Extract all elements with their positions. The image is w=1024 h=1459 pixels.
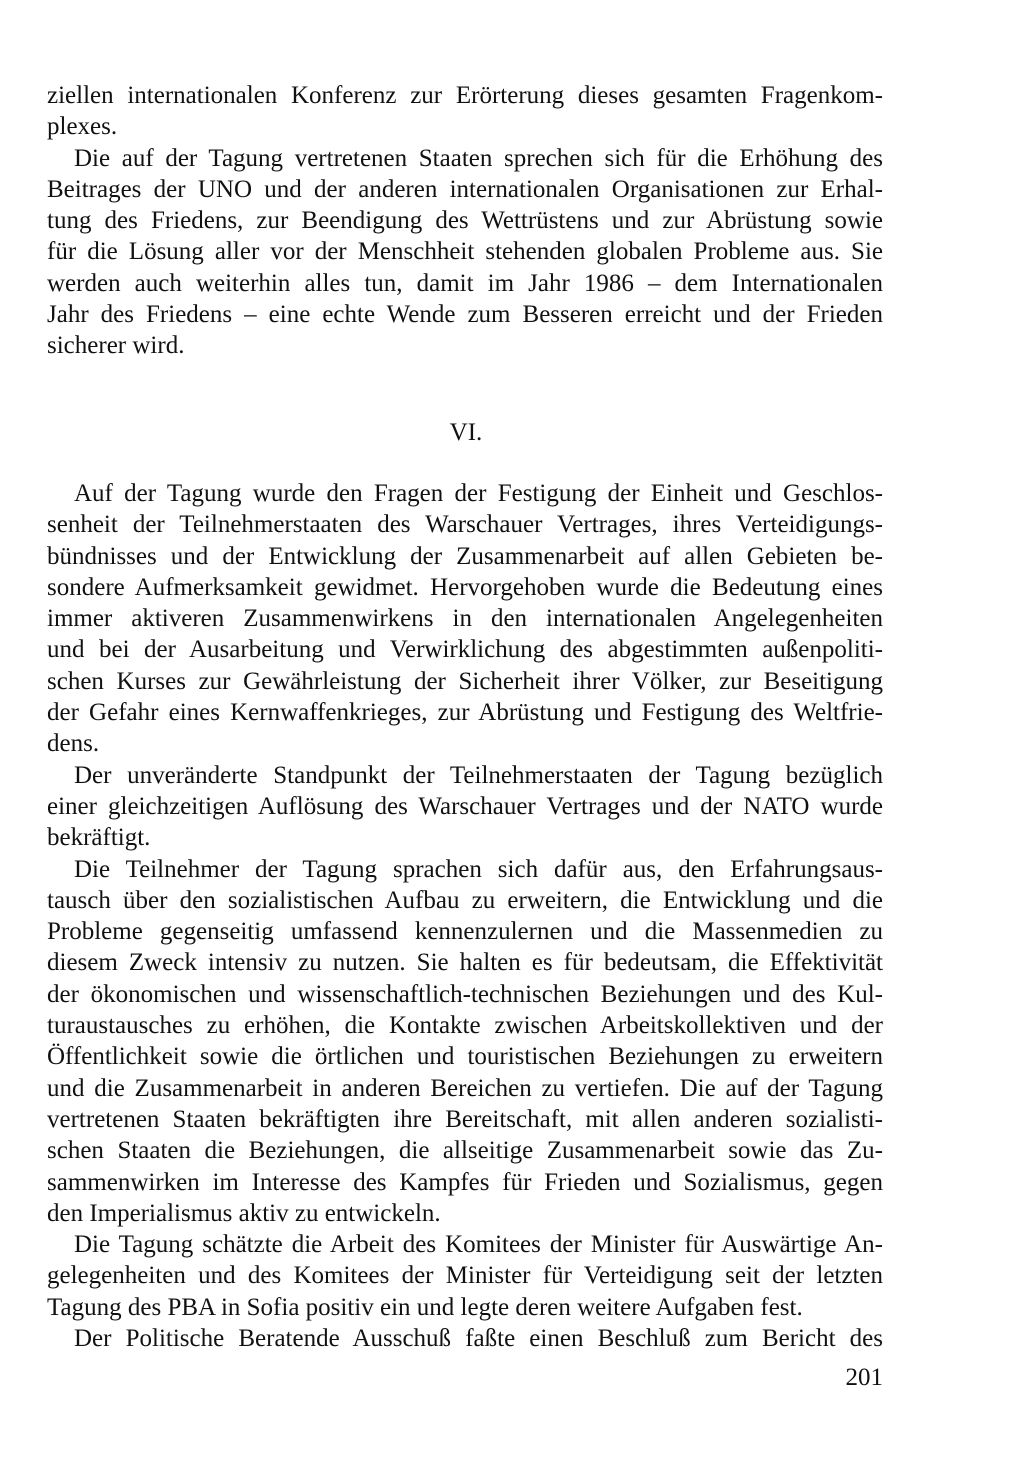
text-line: gelegenheiten und des Komitees der Minister für Verteidigung seit der letzten bbox=[47, 1262, 883, 1290]
text-line: sondere Aufmerksamkeit gewidmet. Hervorgehoben wurde die Bedeutung eines bbox=[47, 573, 883, 601]
text-block-top bbox=[47, 80, 883, 362]
text-line: schen Kurses zur Gewährleistung der Sicherheit ihrer Völker, zur Beseitigung bbox=[47, 667, 883, 695]
text-line: ziellen internationalen Konferenz zur Erörterung dieses gesamten Fragenkom- bbox=[47, 82, 883, 109]
text-line: der ökonomischen und wissenschaftlich-technischen Beziehungen und des Kul- bbox=[47, 980, 883, 1008]
text-line: Öffentlichkeit sowie die örtlichen und touristischen Beziehungen zu erweitern bbox=[47, 1043, 883, 1071]
text-line: und die Zusammenarbeit in anderen Bereichen zu vertiefen. Die auf der Tagung bbox=[47, 1074, 883, 1102]
text-line: Die auf der Tagung vertretenen Staaten sprechen sich für die Erhöhung des bbox=[74, 144, 883, 172]
section-heading: VI. bbox=[449, 419, 483, 446]
text-line: tausch über den sozialistischen Aufbau zu erweitern, die Entwicklung und die bbox=[47, 886, 883, 914]
text-line: schen Staaten die Beziehungen, die allseitige Zusammenarbeit sowie das Zu- bbox=[47, 1137, 883, 1165]
text-line: Jahr des Friedens – eine echte Wende zum Besseren erreicht und der Frieden bbox=[47, 301, 883, 329]
text-line: Tagung des PBA in Sofia positiv ein und legte deren weitere Aufgaben fest. bbox=[47, 1293, 803, 1321]
text-line: immer aktiveren Zusammenwirkens in den internationalen Angelegenheiten bbox=[47, 605, 883, 633]
text-line: bekräftigt. bbox=[47, 824, 151, 852]
text-line: plexes. bbox=[47, 113, 118, 141]
text-line: Probleme gegenseitig umfassend kennenzulernen und die Massenmedien zu bbox=[47, 918, 883, 946]
text-line: dens. bbox=[47, 730, 100, 758]
text-line: bündnisses und der Entwicklung der Zusammenarbeit auf allen Gebieten be- bbox=[47, 542, 883, 570]
text-line: vertretenen Staaten bekräftigten ihre Bereitschaft, mit allen anderen sozialisti- bbox=[47, 1105, 883, 1133]
text-line: der Gefahr eines Kernwaffenkrieges, zur Abrüstung und Festigung des Weltfrie- bbox=[47, 699, 883, 727]
text-line: turaustausches zu erhöhen, die Kontakte zwischen Arbeitskollektiven und der bbox=[47, 1012, 883, 1040]
text-line: Der Politische Beratende Ausschuß faßte einen Beschluß zum Bericht des bbox=[74, 1325, 883, 1353]
text-line: Auf der Tagung wurde den Fragen der Festigung der Einheit und Geschlos- bbox=[74, 480, 883, 507]
text-line: tung des Friedens, zur Beendigung des Wettrüstens und zur Abrüstung sowie bbox=[47, 207, 883, 235]
text-line: den Imperialismus aktiv zu entwickeln. bbox=[47, 1199, 441, 1227]
text-line: Die Tagung schätzte die Arbeit des Komitees der Minister für Auswärtige An- bbox=[74, 1231, 883, 1259]
page-number: 201 bbox=[845, 1364, 883, 1391]
text-line: Die Teilnehmer der Tagung sprachen sich dafür aus, den Erfahrungsaus- bbox=[74, 855, 883, 883]
text-line: senheit der Teilnehmerstaaten des Warschauer Vertrages, ihres Verteidigungs- bbox=[47, 511, 883, 539]
text-line: für die Lösung aller vor der Menschheit stehenden globalen Probleme aus. Sie bbox=[47, 238, 883, 266]
text-line: sammenwirken im Interesse des Kampfes für Frieden und Sozialismus, gegen bbox=[47, 1168, 883, 1196]
text-line: diesem Zweck intensiv zu nutzen. Sie halten es für bedeutsam, die Effektivität bbox=[47, 949, 883, 977]
text-block-main bbox=[47, 478, 883, 1354]
text-line: sicherer wird. bbox=[47, 332, 185, 360]
text-line: Der unveränderte Standpunkt der Teilnehmerstaaten der Tagung bezüglich bbox=[74, 761, 883, 789]
text-line: Beitrages der UNO und der anderen internationalen Organisationen zur Erhal- bbox=[47, 175, 883, 203]
text-line: werden auch weiterhin alles tun, damit im Jahr 1986 – dem Internationalen bbox=[47, 269, 883, 297]
text-line: und bei der Ausarbeitung und Verwirklichung des abgestimmten außenpoliti- bbox=[47, 636, 883, 664]
text-line: einer gleichzeitigen Auflösung des Warschauer Vertrages und der NATO wurde bbox=[47, 792, 883, 820]
